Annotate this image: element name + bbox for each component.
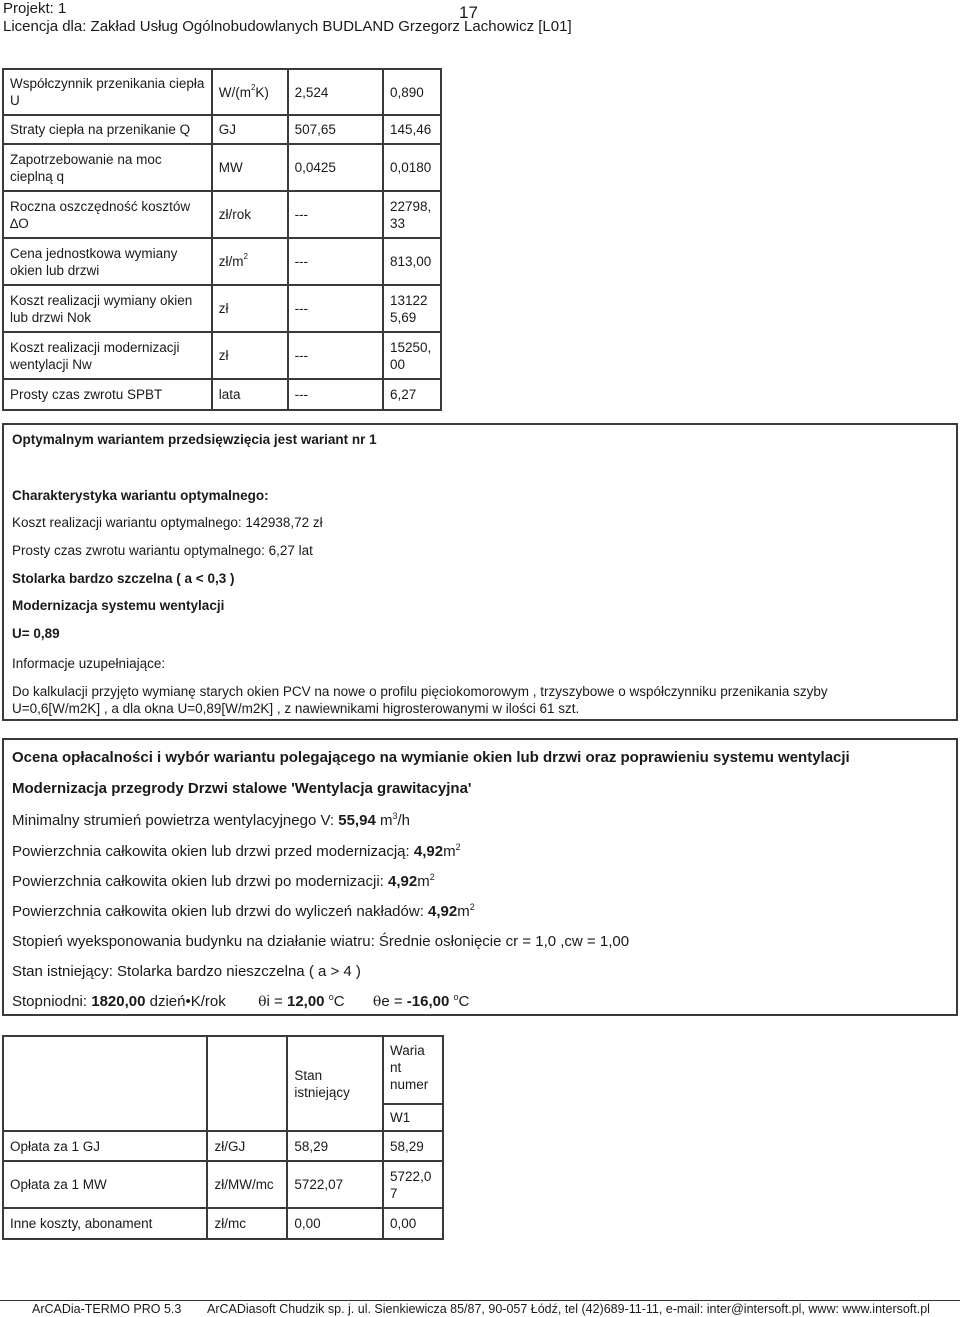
table-row (3, 69, 441, 115)
row-value-variant: 0,0180 (383, 144, 441, 191)
row-value-existing: 5722,07 (287, 1161, 383, 1208)
row-value-existing: --- (288, 332, 383, 379)
row-value-existing: --- (288, 191, 383, 238)
row-value-variant: 15250, 00 (383, 332, 441, 379)
table-header-row (3, 1036, 443, 1131)
row-label: Cena jednostkowa wymiany okien lub drzwi (3, 238, 212, 285)
row-label: Współczynnik przenikania ciepła U (3, 69, 212, 115)
row-value-existing: 0,0425 (288, 144, 383, 191)
info-label: Informacje uzupełniające: (12, 656, 166, 671)
row-unit: lata (212, 379, 288, 410)
row-unit: zł/mc (207, 1208, 287, 1239)
optimal-variant-section (2, 423, 958, 721)
row-value-variant: 0,00 (383, 1208, 443, 1239)
theta-i-symbol: θ (258, 994, 267, 1010)
table-row (3, 379, 441, 410)
row-value-existing: 2,524 (288, 69, 383, 115)
area-before-line: Powierzchnia całkowita okien lub drzwi przed modernizacją: $4,92m^2$ (12, 842, 461, 860)
optimal-heading: Optymalnym wariantem przedsięwzięcia jest wariant nr 1 (12, 432, 377, 447)
table-row (3, 1208, 443, 1239)
row-value-variant: 13122 5,69 (383, 285, 441, 332)
row-label: Opłata za 1 MW (3, 1161, 207, 1208)
row-unit: $W/(m^2K)$ (212, 69, 288, 115)
row-label: Roczna oszczędność kosztów ∆O (3, 191, 212, 238)
table-row (3, 285, 441, 332)
table-row (3, 1161, 443, 1208)
assessment-title: Ocena opłacalności i wybór wariantu polegającego na wymianie okien lub drzwi oraz poprawieniu systemu wentylacji (12, 749, 850, 766)
row-value-existing: --- (288, 379, 383, 410)
table-row (3, 115, 441, 144)
row-unit: zł/GJ (207, 1131, 287, 1161)
partition-title: Modernizacja przegrody Drzwi stalowe 'Wentylacja grawitacyjna' (12, 780, 472, 797)
row-unit: GJ (212, 115, 288, 144)
row-value-existing: 507,65 (288, 115, 383, 144)
joinery-tightness: Stolarka bardzo szczelna ( a < 0,3 ) (12, 571, 235, 586)
existing-state-line: Stan istniejący: Stolarka bardzo nieszczelna ( a > 4 ) (12, 963, 361, 980)
info-text-line-1: Do kalkulacji przyjęto wymianę starych okien PCV na nowe o profilu pięciokomorowym , trzyszybowe o współczynniku przenikania szyby (12, 684, 828, 699)
tariff-table (2, 1035, 444, 1240)
u-value: U= 0,89 (12, 626, 60, 641)
project-label: Projekt: 1 (3, 0, 67, 17)
row-label: Straty ciepła na przenikanie Q (3, 115, 212, 144)
table-row (3, 332, 441, 379)
row-unit: zł (212, 285, 288, 332)
table-row (3, 191, 441, 238)
comparison-table (2, 68, 442, 411)
row-value-existing: 58,29 (287, 1131, 383, 1161)
row-value-variant: 813,00 (383, 238, 441, 285)
table-row (3, 144, 441, 191)
row-value-existing: --- (288, 238, 383, 285)
characteristics-heading: Charakterystyka wariantu optymalnego: (12, 488, 269, 503)
area-after-line: Powierzchnia całkowita okien lub drzwi po modernizacji: $4,92m^2$ (12, 872, 435, 890)
row-label: Koszt realizacji wymiany okien lub drzwi Nok (3, 285, 212, 332)
optimal-payback: Prosty czas zwrotu wariantu optymalnego: 6,27 lat (12, 543, 313, 558)
theta-e-symbol: θ (372, 994, 382, 1010)
row-value-variant: 0,890 (383, 69, 441, 115)
row-value-existing: --- (288, 285, 383, 332)
row-unit: zł/MW/mc (207, 1161, 287, 1208)
row-unit: zł/rok (212, 191, 288, 238)
ventilation-modernization: Modernizacja systemu wentylacji (12, 598, 225, 613)
footer-program: ArCADia-TERMO PRO 5.3 (32, 1302, 182, 1316)
table-row (3, 238, 441, 285)
variant-id: W1 (384, 1103, 442, 1130)
delta-symbol: ∆ (10, 215, 19, 231)
row-unit: MW (212, 144, 288, 191)
degree-days-line: Stopniodni: 1820,00 dzień•K/rok θi = 12,00 $^o$C θe = -16,00 $^o$C (12, 992, 470, 1010)
row-label: Koszt realizacji modernizacji wentylacji Nw (3, 332, 212, 379)
area-cost-line: Powierzchnia całkowita okien lub drzwi do wyliczeń nakładów: $4,92m^2$ (12, 902, 475, 920)
row-value-variant: 145,46 (383, 115, 441, 144)
row-value-variant: 22798, 33 (383, 191, 441, 238)
optimal-cost: Koszt realizacji wariantu optymalnego: 142938,72 zł (12, 515, 323, 530)
row-value-variant: 58,29 (383, 1131, 443, 1161)
license-line: Licencja dla: Zakład Usług Ogólnobudowlanych BUDLAND Grzegorz Lachowicz [L01] (3, 18, 572, 35)
page-footer (0, 1300, 960, 1317)
row-label: Opłata za 1 GJ (3, 1131, 207, 1161)
row-value-existing: 0,00 (287, 1208, 383, 1239)
row-label: Prosty czas zwrotu SPBT (3, 379, 212, 410)
page-number: 17 (459, 3, 478, 22)
footer-company: ArCADiasoft Chudzik sp. j. ul. Sienkiewicza 85/87, 90-057 Łódź, tel (42)689-11-11, e-mail: inter@intersoft.pl, www: www.intersoft.pl (207, 1302, 930, 1316)
assessment-section (2, 738, 958, 1016)
airflow-line: Minimalny strumień powietrza wentylacyjnego V: 55,94 $m^3/h$ (12, 811, 410, 829)
row-unit: zł (212, 332, 288, 379)
info-text-line-2: U=0,6[W/m2K] , a dla okna U=0,89[W/m2K] , z nawiewnikami higrosterowanymi w ilości 61 szt. (12, 701, 580, 716)
row-label: Zapotrzebowanie na moc cieplną q (3, 144, 212, 191)
header-existing: Stan istniejący (287, 1036, 383, 1131)
row-label: Inne koszty, abonament (3, 1208, 207, 1239)
row-value-variant: 6,27 (383, 379, 441, 410)
row-unit: $zł/m^2$ (212, 238, 288, 285)
table-row (3, 1131, 443, 1161)
wind-exposure-line: Stopień wyeksponowania budynku na działanie wiatru: Średnie osłonięcie cr = 1,0 ,cw = 1,00 (12, 933, 630, 950)
row-value-variant: 5722,0 7 (383, 1161, 443, 1208)
header-variant: Waria nt numer W1 (383, 1036, 443, 1131)
